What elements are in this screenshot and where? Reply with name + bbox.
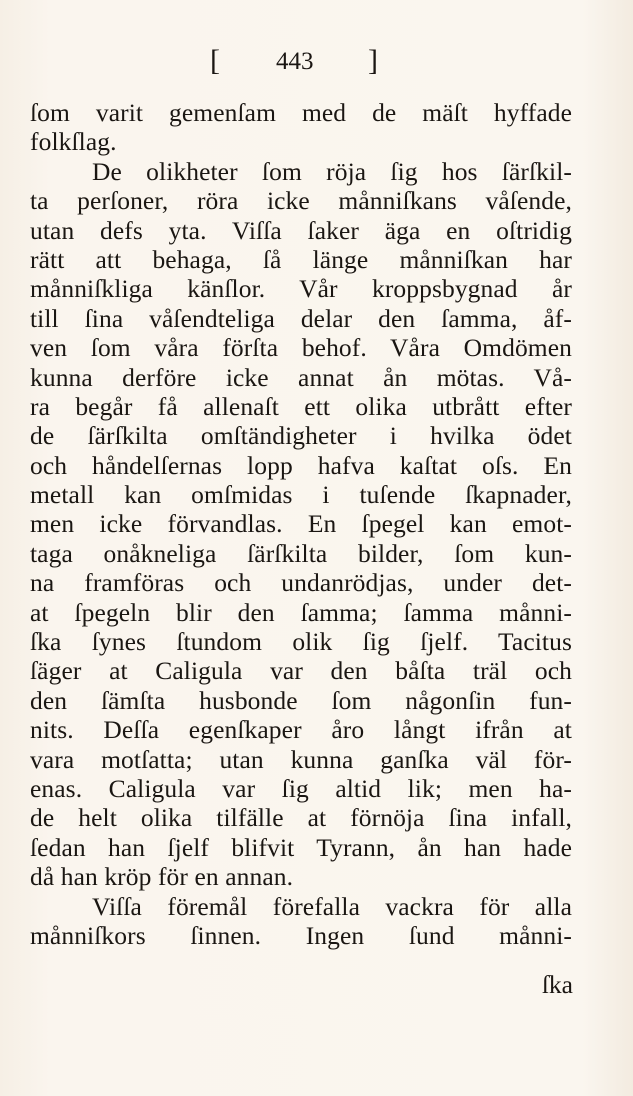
text-line: enas. Caligula var ſig altid lik; men ha- [30, 773, 572, 803]
text-line: ſedan han ſjelf blifvit Tyrann, ån han hade [30, 832, 572, 862]
page-number: 443 [276, 48, 314, 75]
text-line: kunna derföre icke annat ån mötas. Vå- [30, 362, 572, 392]
text-line: nits. Deſſa egenſkaper åro långt ifrån at [30, 715, 572, 745]
text-line: ſom varit gemenſam med de mäſt hyffade [30, 98, 572, 127]
text-line: då han kröp för en annan. [30, 862, 294, 892]
text-line: ſka ſynes ſtundom olik ſig ſjelf. Tacitus [30, 627, 572, 657]
text-line: den ſämſta husbonde ſom någonſin fun- [30, 685, 572, 715]
catchword: ſka [541, 970, 573, 999]
text-line: och håndelſernas lopp hafva kaſtat oſs. En [30, 450, 572, 480]
text-line: ſäger at Caligula var den båſta träl och [30, 656, 572, 686]
header-bracket-right: ] [368, 44, 378, 77]
text-line: folkſlag. [30, 127, 117, 157]
text-line: till ſina våſendteliga delar den ſamma, åf- [30, 303, 572, 333]
text-line: vara motſatta; utan kunna ganſka väl för- [30, 744, 572, 774]
text-line: månniſkliga känſlor. Vår kroppsbygnad år [30, 274, 572, 304]
text-line: ta perſoner, röra icke månniſkans våſende, [30, 186, 572, 216]
text-line: de helt olika tilfälle at förnöja ſina infall, [30, 803, 572, 833]
text-line: de ſärſkilta omſtändigheter i hvilka ödet [30, 421, 572, 451]
text-line: ra begår få allenaſt ett olika utbrått efter [30, 391, 572, 421]
text-line: rätt att behaga, ſå länge månniſkan har [30, 244, 572, 274]
text-line: utan defs yta. Viſſa ſaker äga en oſtridig [30, 215, 572, 245]
header-bracket-left: [ [210, 44, 220, 77]
text-line: men icke förvandlas. En ſpegel kan emot- [30, 509, 572, 539]
page-header [0, 44, 633, 88]
text-line: taga onåkneliga ſärſkilta bilder, ſom kun- [30, 538, 572, 568]
body-text [30, 98, 572, 950]
text-line: at ſpegeln blir den ſamma; ſamma månni- [30, 597, 572, 627]
text-line: Viſſa föremål förefalla vackra för alla [92, 891, 572, 921]
text-line: månniſkors ſinnen. Ingen ſund månni- [30, 920, 572, 950]
text-line: De olikheter ſom röja ſig hos ſärſkil- [92, 156, 572, 186]
text-line: metall kan omſmidas i tuſende ſkapnader, [30, 480, 572, 510]
text-line: na framföras och undanrödjas, under det- [30, 568, 572, 598]
text-line: ven ſom våra förſta behof. Våra Omdömen [30, 333, 572, 363]
